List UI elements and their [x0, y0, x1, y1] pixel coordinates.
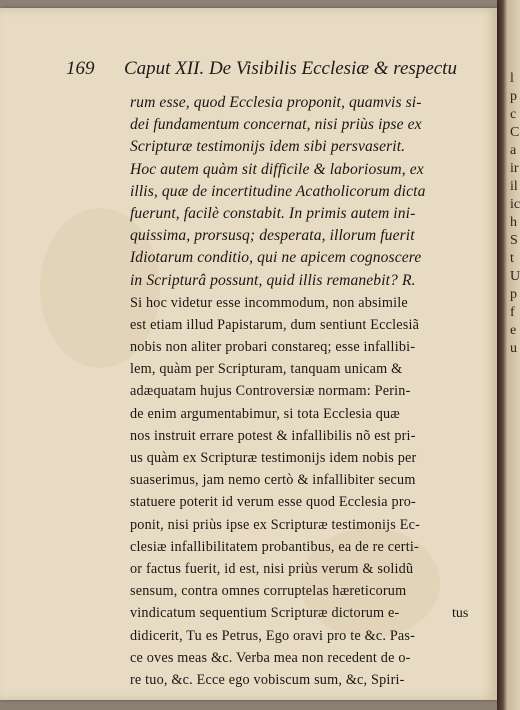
text-line: adæquatam hujus Controversiæ normam: Perin- — [130, 383, 411, 400]
text-line: Scripturæ testimonijs idem sibi persvaserit. — [130, 138, 406, 156]
text-line: ce oves meas &c. Verba mea non recedent de o- — [130, 649, 411, 666]
text-line: quissima, prorsusq; desperata, illorum fuerit — [130, 227, 415, 245]
text-line: Si hoc videtur esse incommodum, non absimile — [130, 294, 408, 311]
text-line: fuerunt, facilè constabit. In primis autem ini- — [130, 204, 416, 222]
text-line: or factus fuerit, id est, nisi priùs verum & solidũ — [130, 560, 414, 577]
text-line: clesiæ infallibilitatem probantibus, ea de re certi- — [130, 538, 419, 555]
text-line: Hoc autem quàm sit difficile & laboriosum, ex — [130, 160, 424, 178]
text-line: de enim argumentabimur, si tota Ecclesia quæ — [130, 405, 400, 422]
catchword: tus — [452, 606, 469, 621]
text-line: statuere poterit id verum esse quod Ecclesia pro- — [130, 494, 416, 511]
page-header — [66, 58, 474, 86]
text-line: dei fundamentum concernat, nisi priùs ipse ex — [130, 116, 422, 134]
text-line: Idiotarum conditio, qui ne apicem cognoscere — [130, 249, 422, 267]
book-page — [0, 8, 497, 700]
text-line: lem, quàm per Scripturam, tanquam unicam & — [130, 361, 403, 378]
text-line: ponit, nisi priùs ipse ex Scripturæ testimonijs Ec- — [130, 516, 420, 533]
text-line: est etiam illud Papistarum, dum sentiunt Ecclesiã — [130, 316, 420, 333]
text-line: re tuo, &c. Ecce ego vobiscum sum, &c, Spiri- — [130, 671, 405, 688]
text-line: vindicatum sequentium Scripturæ dictorum e- — [130, 605, 400, 622]
text-line: illis, quæ de incertitudine Acatholicorum dicta — [130, 182, 426, 200]
text-line: didicerit, Tu es Petrus, Ego oravi pro te &c. Pas- — [130, 627, 416, 644]
adjacent-page-fragment: l p c C a ir il ic h S t U p f e u — [510, 71, 520, 356]
running-title: Caput XII. De Visibilis Ecclesiæ & respectu — [124, 58, 457, 79]
text-line: rum esse, quod Ecclesia proponit, quamvis si- — [130, 94, 422, 111]
text-line: nos instruit errare potest & infallibilis nõ est pri- — [130, 427, 416, 444]
text-line: suaserimus, jam nemo certò & infallibiter secum — [130, 472, 416, 489]
text-line: sensum, contra omnes corruptelas hæreticorum — [130, 583, 407, 600]
folio-number: 169 — [66, 58, 95, 79]
text-line: us quàm ex Scripturæ testimonijs idem nobis per — [130, 450, 417, 466]
text-line: in Scripturâ possunt, quid illis remanebit? R. — [130, 271, 416, 289]
text-line: nobis non aliter probari constareq; esse infallibi- — [130, 339, 416, 356]
body-text — [130, 92, 472, 691]
